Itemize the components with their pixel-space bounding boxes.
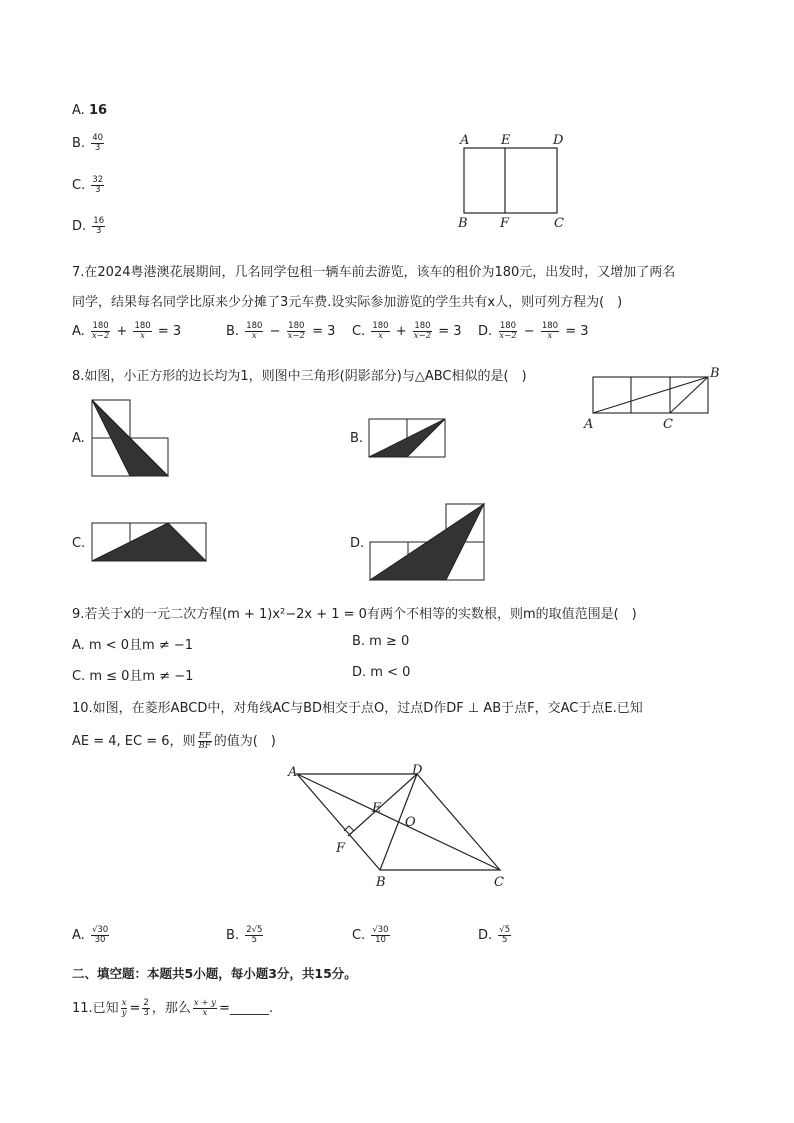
q6-option-c-fraction: $\frac{32}{3}$ bbox=[92, 175, 104, 195]
q10-option-a: A. $\frac{√30}{30}$ bbox=[72, 925, 109, 945]
shaded-triangle bbox=[92, 523, 206, 561]
label-a: A bbox=[460, 133, 470, 148]
q9-option-a: A. m < 0且m ≠ −1 bbox=[72, 638, 194, 653]
label-c: C bbox=[663, 417, 673, 432]
q6-option-b-fraction: $\frac{40}{3}$ bbox=[92, 133, 104, 153]
q8-option-b-figure bbox=[368, 418, 448, 460]
rectangle-abcd bbox=[464, 148, 557, 213]
label-a: A bbox=[288, 765, 298, 780]
section-heading-fill-in: 二、填空题：本题共5小题，每小题3分，共15分。 bbox=[72, 966, 357, 981]
q8-option-c-label: C. bbox=[72, 536, 86, 551]
q11-stem: 11.已知 $\frac{x}{y}$ = $\frac{2}{3}$ ，那么 $\frac{x + y}{x}$ =______. bbox=[72, 998, 273, 1018]
q6-option-d: D. $\frac{16}{3}$ bbox=[72, 216, 105, 236]
segment-ab bbox=[593, 377, 708, 413]
label-c: C bbox=[494, 875, 504, 890]
q10-stem-line2: AE = 4, EC = 6，则 $\frac{EF}{BF}$ 的值为( ) bbox=[72, 731, 276, 751]
q6-option-a-value: 16 bbox=[88, 103, 108, 118]
q10-stem-line1: 10.如图，在菱形ABCD中，对角线AC与BD相交于点O，过点D作DF ⊥ AB于点F，交AC于点E.已知 bbox=[72, 701, 643, 716]
q10-option-c: C. $\frac{√30}{10}$ bbox=[352, 925, 389, 945]
q6-option-b: B. $\frac{40}{3}$ bbox=[72, 133, 104, 153]
q8-option-a-figure bbox=[90, 398, 172, 478]
q7-option-d: D. $\frac{180}{x-2}$ − $\frac{180}{x}$ = 3 bbox=[478, 321, 589, 341]
label-a: A bbox=[584, 417, 594, 432]
label-f: F bbox=[336, 841, 346, 856]
q6-rectangle-figure bbox=[450, 128, 580, 232]
q8-option-d-figure bbox=[368, 502, 488, 584]
q7-option-c: C. $\frac{180}{x}$ + $\frac{180}{x-2}$ = 3 bbox=[352, 321, 462, 341]
label-b: B bbox=[376, 875, 386, 890]
q7-stem-line2: 同学，结果每名同学比原来少分摊了3元车费.设实际参加游览的学生共有x人，则可列方程为( ) bbox=[72, 295, 623, 310]
label-b: B bbox=[710, 366, 720, 381]
label-c: C bbox=[554, 216, 564, 231]
q10-rhombus-figure bbox=[282, 760, 512, 890]
q6-option-c: C. $\frac{32}{3}$ bbox=[72, 175, 104, 195]
label-d: D bbox=[412, 763, 423, 778]
q10-option-d: D. $\frac{√5}{5}$ bbox=[478, 925, 511, 945]
q8-option-c-figure bbox=[90, 521, 210, 563]
q7-stem-line1: 7.在2024粤港澳花展期间，几名同学包租一辆车前去游览，该车的租价为180元，出发时，又增加了两名 bbox=[72, 265, 676, 280]
q6-option-a: A. 16 bbox=[72, 103, 108, 118]
q8-option-a-label: A. bbox=[72, 431, 85, 446]
q7-option-a: A. $\frac{180}{x-2}$ + $\frac{180}{x}$ = 3 bbox=[72, 321, 182, 341]
q8-option-d-label: D. bbox=[350, 536, 365, 551]
q9-option-d: D. m < 0 bbox=[352, 665, 411, 680]
q10-option-b: B. $\frac{2√5}{5}$ bbox=[226, 925, 263, 945]
q9-option-c: C. m ≤ 0且m ≠ −1 bbox=[72, 669, 194, 684]
q7-option-b: B. $\frac{180}{x}$ − $\frac{180}{x-2}$ = 3 bbox=[226, 321, 336, 341]
q11-answer-blank: =______. bbox=[218, 1001, 273, 1016]
q9-stem: 9.若关于x的一元二次方程(m + 1)x²−2x + 1 = 0有两个不相等的实数根，则m的取值范围是( ) bbox=[72, 607, 637, 622]
q8-option-b-label: B. bbox=[350, 431, 364, 446]
q8-reference-figure bbox=[582, 365, 724, 435]
label-e: E bbox=[372, 801, 382, 816]
q6-option-d-fraction: $\frac{16}{3}$ bbox=[93, 216, 105, 236]
label-e: E bbox=[501, 133, 511, 148]
label-b: B bbox=[458, 216, 468, 231]
label-d: D bbox=[553, 133, 564, 148]
q9-option-b: B. m ≥ 0 bbox=[352, 634, 410, 649]
label-o: O bbox=[405, 815, 416, 830]
q8-stem: 8.如图，小正方形的边长均为1，则图中三角形(阴影部分)与△ABC相似的是( ) bbox=[72, 369, 527, 384]
label-f: F bbox=[500, 216, 510, 231]
